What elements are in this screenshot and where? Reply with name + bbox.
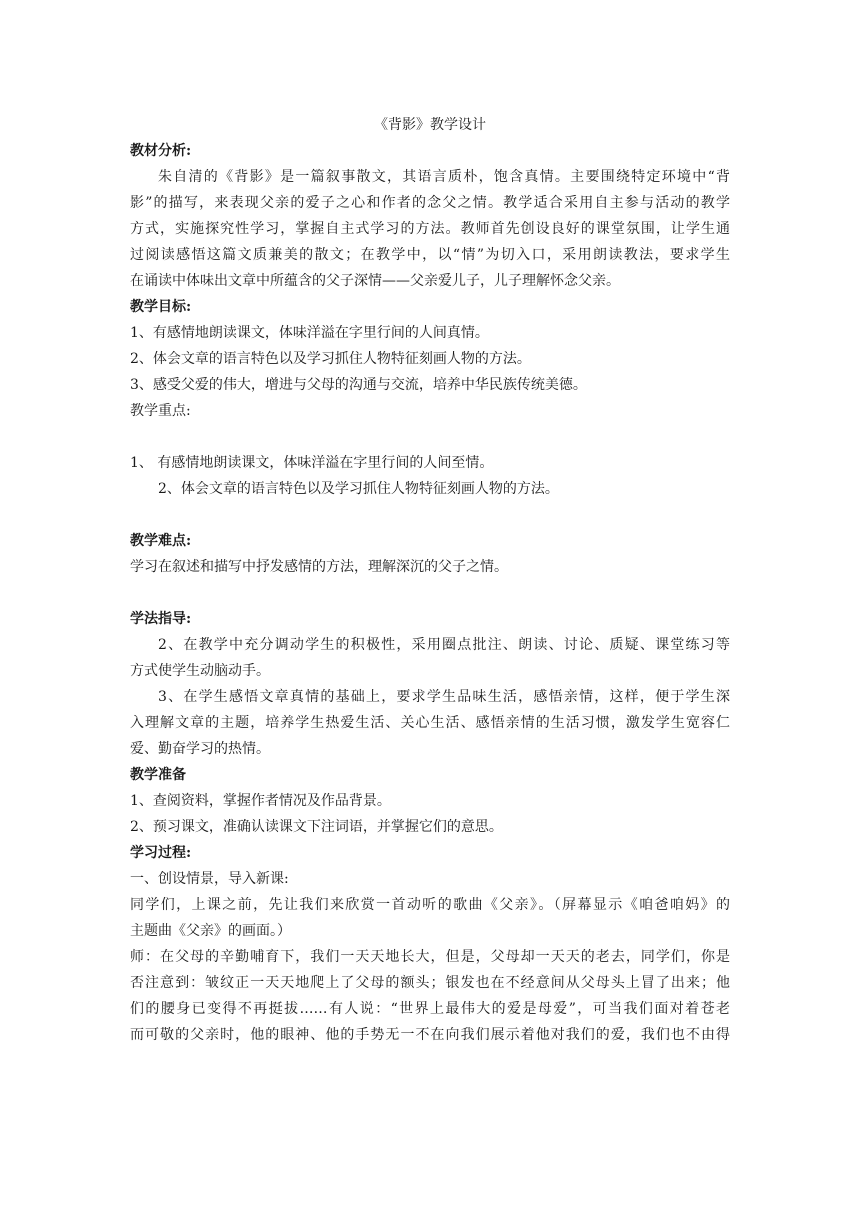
document-body: [130, 112, 730, 1048]
paragraph-line: 3、在学生感悟文章真情的基础上，要求学生品味生活，感悟亲情，这样，便于学生深: [158, 689, 730, 705]
paragraph-line: 入理解文章的主题，培养学生热爱生活、关心生活、感悟亲情的生活习惯，激发学生宽容仁: [130, 715, 730, 731]
paragraph-line: 同学们，上课之前，先让我们来欣赏一首动听的歌曲《父亲》。（屏幕显示《咱爸咱妈》的: [130, 897, 730, 913]
paragraph-line: 2、在教学中充分调动学生的积极性，采用圈点批注、朗读、讨论、质疑、课堂练习等: [158, 637, 730, 653]
paragraph-line: 过阅读感悟这篇文质兼美的散文；在教学中，以“情”为切入口，采用朗读教法，要求学生: [130, 247, 730, 263]
paragraph-line: 否注意到：皱纹正一天天地爬上了父母的额头；银发也在不经意间从父母头上冒了出来；他: [130, 975, 730, 991]
paragraph-line: 们的腰身已变得不再挺拔……有人说：“世界上最伟大的爱是母爱”，可当我们面对着苍老: [130, 1001, 730, 1017]
spacer: [130, 424, 730, 450]
paragraph-line: 影”的描写，来表现父亲的爱子之心和作者的念父之情。教学适合采用自主参与活动的教学: [130, 195, 730, 211]
paragraph-line: 方式，实施探究性学习，掌握自主式学习的方法。教师首先创设良好的课堂氛围，让学生通: [130, 221, 730, 237]
section-heading-material-analysis: 教材分析:: [130, 143, 192, 159]
list-item: 2、体会文章的语言特色以及学习抓住人物特征刻画人物的方法。: [158, 481, 559, 497]
spacer: [130, 502, 730, 528]
paragraph-line: 朱自清的《背影》是一篇叙事散文，其语言质朴，饱含真情。主要围绕特定环境中“背: [158, 169, 730, 185]
document-title: 《背影》教学设计: [374, 117, 486, 133]
paragraph-line: 而可敬的父亲时，他的眼神、他的手势无一不在向我们展示着他对我们的爱，我们也不由得: [130, 1027, 730, 1043]
section-heading-difficulties: 教学难点:: [130, 533, 192, 549]
paragraph-line: 师：在父母的辛勤哺育下，我们一天天地长大，但是，父母却一天天的老去，同学们，你是: [130, 949, 730, 965]
section-heading-preparation: 教学准备: [130, 767, 186, 783]
section-heading-study-guidance: 学法指导:: [130, 611, 192, 627]
paragraph-line: 主题曲《父亲》的画面。）: [130, 923, 291, 939]
list-item: 2、预习课文，准确认读课文下注词语，并掌握它们的意思。: [130, 819, 503, 835]
section-heading-teaching-goals: 教学目标:: [130, 299, 192, 315]
paragraph-line: 方式使学生动脑动手。: [130, 663, 270, 679]
list-item: 1、 有感情地朗读课文，体味洋溢在字里行间的人间至情。: [130, 455, 494, 471]
paragraph-line: 爱、勤奋学习的热情。: [130, 741, 270, 757]
list-item: 3、感受父爱的伟大，增进与父母的沟通与交流，培养中华民族传统美德。: [130, 377, 587, 393]
section-heading-learning-process: 学习过程:: [130, 845, 192, 861]
list-item: 1、查阅资料，掌握作者情况及作品背景。: [130, 793, 391, 809]
paragraph-line: 学习在叙述和描写中抒发感情的方法，理解深沉的父子之情。: [130, 559, 508, 575]
subheading: 一、创设情景，导入新课:: [130, 871, 289, 887]
list-item: 1、有感情地朗读课文，体味洋溢在字里行间的人间真情。: [130, 325, 489, 341]
paragraph-line: 在诵读中体味出文章中所蕴含的父子深情——父亲爱儿子，儿子理解怀念父亲。: [130, 273, 620, 289]
list-item: 2、体会文章的语言特色以及学习抓住人物特征刻画人物的方法。: [130, 351, 531, 367]
spacer: [130, 580, 730, 606]
section-heading-key-points: 教学重点:: [130, 403, 191, 419]
